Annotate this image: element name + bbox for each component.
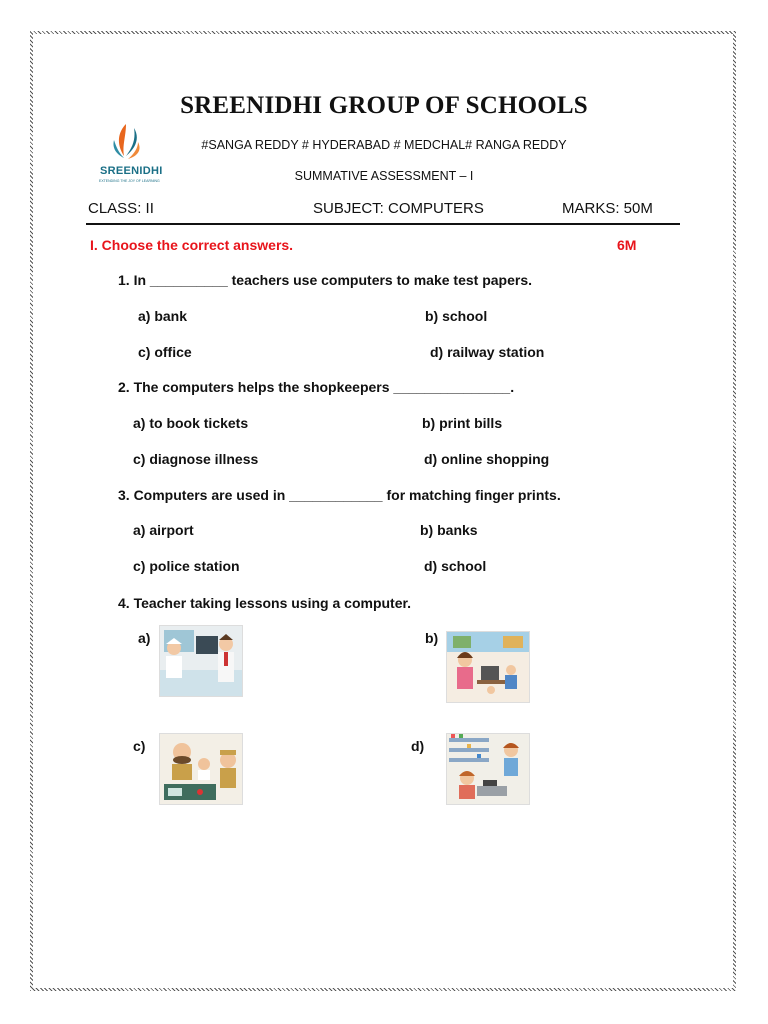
q2-option-b: b) print bills (422, 415, 503, 431)
q3-option-c: c) police station (133, 558, 240, 574)
question-3: 3. Computers are used in ____________ for matching finger prints. (118, 487, 561, 503)
q3-option-d: d) school (424, 558, 487, 574)
subject-label: SUBJECT: COMPUTERS (313, 200, 484, 217)
section-marks: 6M (617, 237, 637, 253)
logo-text: SREENIDHI (100, 165, 163, 177)
q3-option-a: a) airport (133, 522, 194, 538)
marks-label: MARKS: 50M (562, 200, 653, 217)
school-title: SREENIDHI GROUP OF SCHOOLS (180, 92, 588, 119)
q1-option-d: d) railway station (430, 344, 545, 360)
q2-option-d: d) online shopping (424, 451, 550, 467)
question-1: 1. In __________ teachers use computers to make test papers. (118, 272, 532, 288)
header-divider (86, 223, 680, 225)
q4-option-b: b) (425, 630, 439, 646)
q3-option-b: b) banks (420, 522, 478, 538)
classroom-scene-image (446, 631, 530, 703)
q4-option-d: d) (411, 738, 425, 754)
class-label: CLASS: II (88, 200, 154, 217)
question-2: 2. The computers helps the shopkeepers _______________. (118, 379, 515, 395)
q2-option-a: a) to book tickets (133, 415, 249, 431)
section-title: I. Choose the correct answers. (90, 237, 294, 253)
q1-option-b: b) school (425, 308, 488, 324)
q4-option-a: a) (138, 630, 151, 646)
locations-line: #SANGA REDDY # HYDERABAD # MEDCHAL# RANGA REDDY (201, 138, 567, 152)
question-4: 4. Teacher taking lessons using a computer. (118, 595, 412, 611)
q2-option-c: c) diagnose illness (133, 451, 259, 467)
q1-option-a: a) bank (138, 308, 188, 324)
hospital-scene-image (159, 625, 243, 697)
police-station-scene-image (159, 733, 243, 805)
shop-scene-image (446, 733, 530, 805)
logo-tagline: EXTENDING THE JOY OF LEARNING (99, 179, 160, 183)
assessment-title: SUMMATIVE ASSESSMENT – I (294, 169, 474, 183)
q4-option-c: c) (133, 738, 146, 754)
q1-option-c: c) office (138, 344, 192, 360)
